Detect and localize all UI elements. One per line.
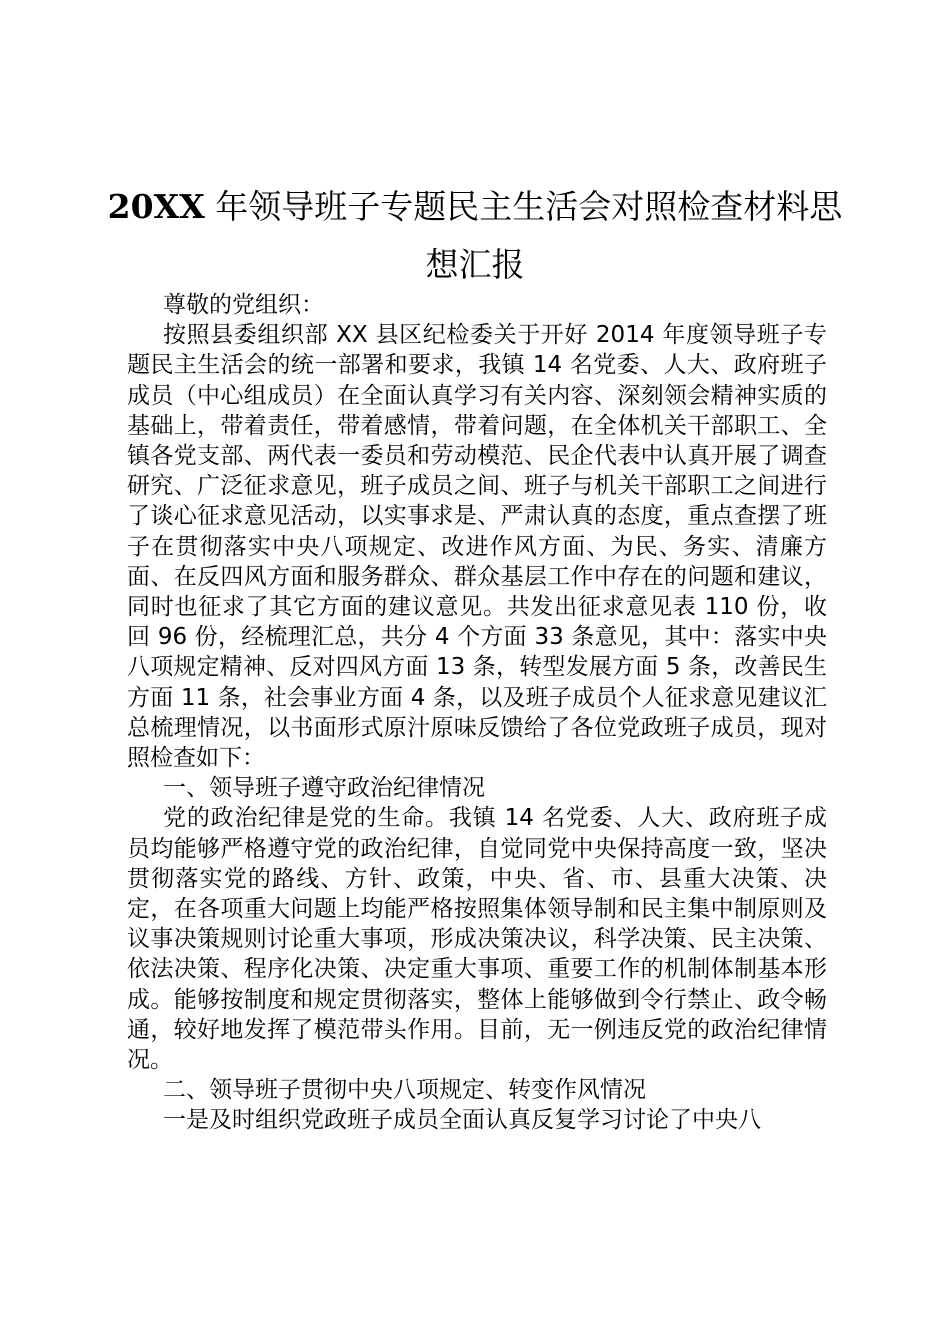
salutation: 尊敬的党组织：: [163, 292, 324, 318]
title-text: 年领导班子专题民主生活会对照检查材料思想汇报: [204, 187, 843, 284]
section-heading: 一、领导班子遵守政治纪律情况: [163, 775, 485, 802]
body-paragraph: 党的政治纪律是党的生命。我镇 14 名党委、人大、政府班子成员均能够严格遵守党的政治纪律，自觉同党中央保持高度一致，坚决贯彻落实党的路线、方针、政策，中央、省、市、县重大决策、决定，在各项重大问题上均能严格按照集体领导制和民主集中制原则及议事决策规则讨论重大事项，形成决策决议，科学决策、民主决策、依法决策、程序化决策、决定重大事项、重要工作的机制体制基本形成。能够按制度和规定贯彻落实，整体上能够做到令行禁止、政令畅通，较好地发挥了模范带头作用。目前，无一例违反党的政治纪律情况。: [127, 805, 827, 1074]
document-title: [100, 178, 850, 294]
title-year: 20XX: [107, 187, 205, 226]
body-paragraph: 一是及时组织党政班子成员全面认真反复学习讨论了中央八: [163, 1107, 761, 1134]
section-heading: 二、领导班子贯彻中央八项规定、转变作风情况: [163, 1077, 646, 1104]
document-body: [127, 290, 827, 1136]
body-paragraph: 按照县委组织部 XX 县区纪检委关于开好 2014 年度领导班子专题民主生活会的统一部署和要求，我镇 14 名党委、人大、政府班子成员（中心组成员）在全面认真学习有关内容、深刻领会精神实质的基础上，带着责任，带着感情，带着问题，在全体机关干部职工、全镇各党支部、两代表一委员和劳动模范、民企代表中认真开展了调查研究、广泛征求意见，班子成员之间、班子与机关干部职工之间进行了谈心征求意见活动，以实事求是、严肃认真的态度，重点查摆了班子在贯彻落实中央八项规定、改进作风方面、为民、务实、清廉方面、在反四风方面和服务群众、群众基层工作中存在的问题和建议，同时也征求了其它方面的建议意见。共发出征求意见表 110 份，收回 96 份，经梳理汇总，共分 4 个方面 33 条意见，其中：落实中央八项规定精神、反对四风方面 13 条，转型发展方面 5 条，改善民生方面 11 条，社会事业方面 4 条，以及班子成员个人征求意见建议汇总梳理情况，以书面形式原汁原味反馈给了各位党政班子成员，现对照检查如下：: [127, 322, 827, 772]
